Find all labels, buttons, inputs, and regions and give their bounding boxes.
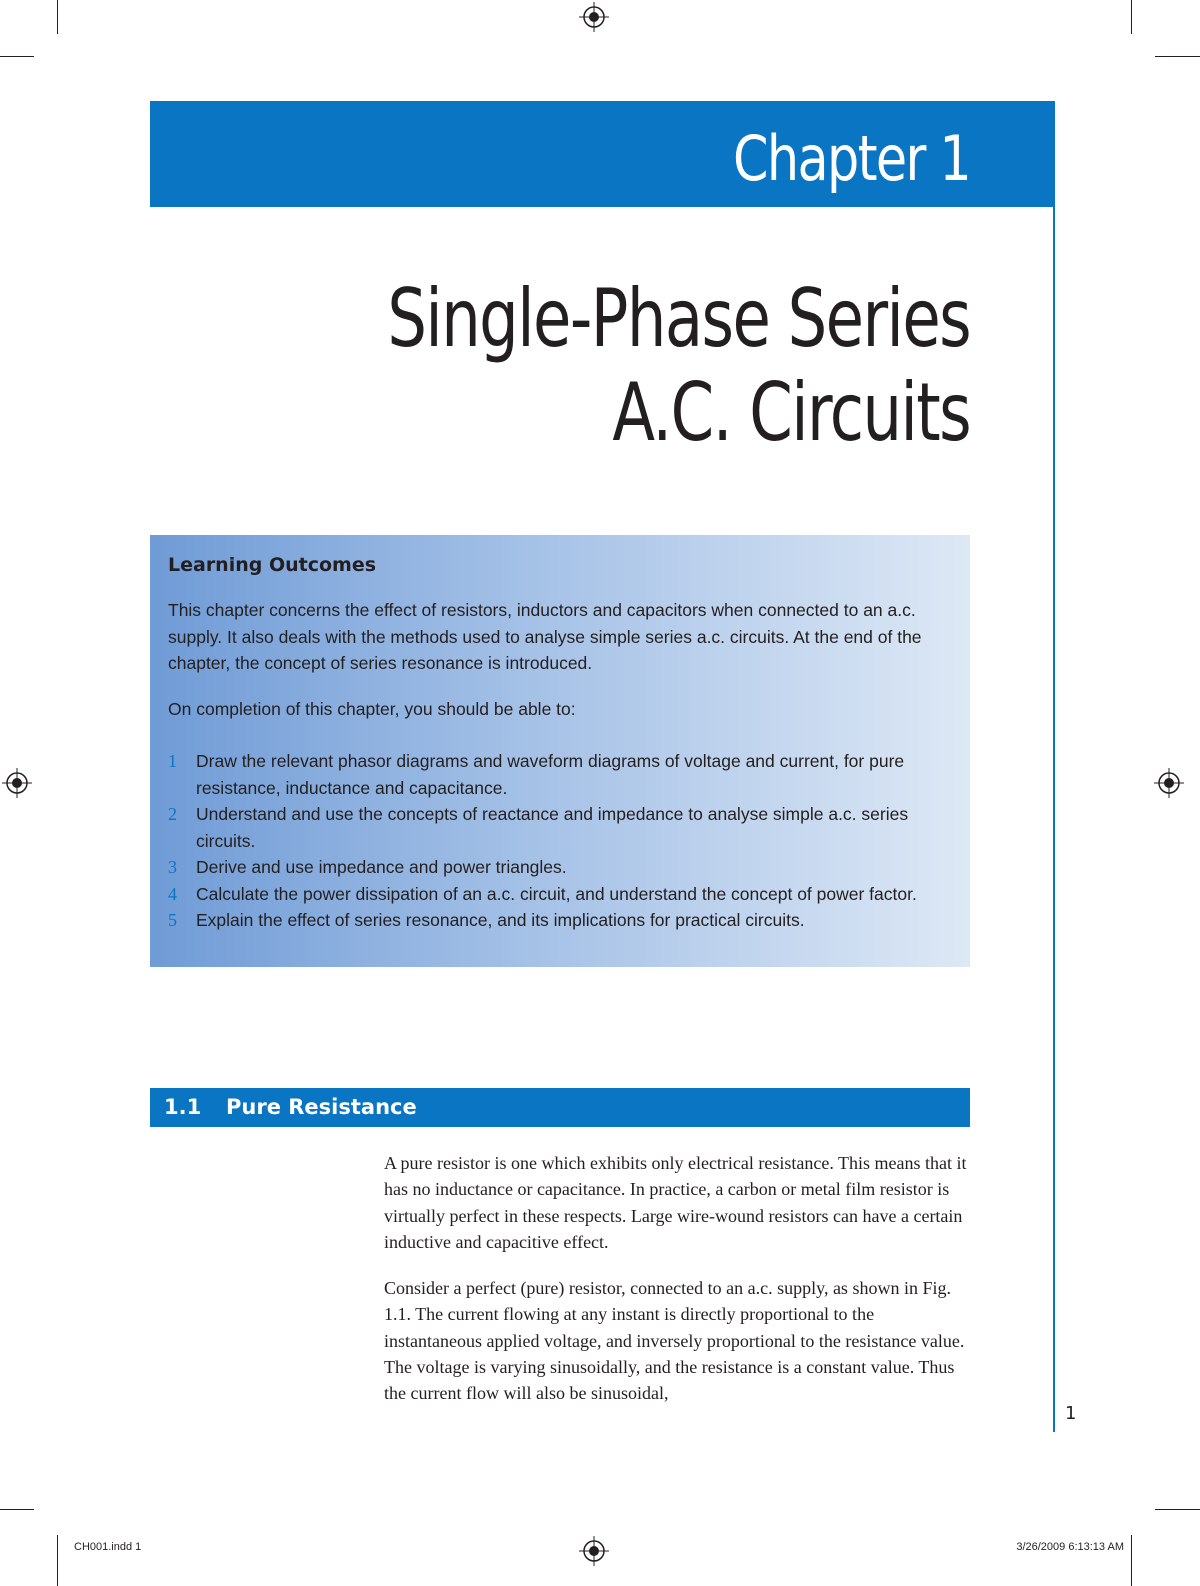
learning-outcomes-intro: This chapter concerns the effect of resistors, inductors and capacitors when connected to an a.c. supply. It also deals with the methods used to analyse simple series a.c. circuits. At the end of the chapter, the concept of series resonance is introduced. <box>168 600 922 673</box>
learning-outcomes-list <box>168 748 946 934</box>
crop-mark <box>57 1535 58 1586</box>
registration-mark-icon <box>0 766 34 800</box>
list-item-text: Understand and use the concepts of reactance and impedance to analyse simple a.c. series circuits. <box>196 804 909 851</box>
crop-mark <box>1131 1535 1132 1586</box>
section-number: 1.1 <box>164 1095 202 1119</box>
page-number: 1 <box>1065 1403 1077 1424</box>
list-item <box>168 748 946 801</box>
list-item-number: 3 <box>168 857 177 877</box>
list-item-number: 4 <box>168 883 177 904</box>
registration-mark-icon <box>577 0 611 34</box>
list-item-number: 2 <box>168 804 177 824</box>
slug-filename: CH001.indd 1 <box>74 1541 142 1553</box>
list-item <box>168 854 946 881</box>
section-title: Pure Resistance <box>226 1095 417 1119</box>
list-item-number: 5 <box>168 910 177 930</box>
learning-outcomes-lead: On completion of this chapter, you should be able to: <box>168 698 576 719</box>
chapter-title-line: A.C. Circuits <box>612 366 970 459</box>
crop-mark <box>0 1509 34 1510</box>
list-item <box>168 907 946 934</box>
chapter-header-band <box>150 101 1055 207</box>
body-paragraph: Consider a perfect (pure) resistor, connected to an a.c. supply, as shown in Fig. 1.1. The current flowing at any instant is directly proportional to the instantaneous applied voltage, and inversely proportional to the resistance value. The voltage is varying sinusoidally, and the resistance is a constant value. Thus the current flow will also be sinusoidal, <box>384 1278 965 1404</box>
body-paragraph: A pure resistor is one which exhibits only electrical resistance. This means that it has no inductance or capacitance. In practice, a carbon or metal film resistor is virtually perfect in these respects. Large wire-wound resistors can have a certain inductive and capacitive effect. <box>384 1153 967 1252</box>
crop-mark <box>1155 1509 1200 1510</box>
crop-mark <box>1131 0 1132 34</box>
crop-mark <box>0 56 34 57</box>
chapter-label: Chapter 1 <box>732 122 970 195</box>
list-item-text: Draw the relevant phasor diagrams and waveform diagrams of voltage and current, for pure resistance, inductance and capacitance. <box>196 751 905 798</box>
registration-mark-icon <box>1152 766 1186 800</box>
learning-outcomes-heading: Learning Outcomes <box>168 554 377 576</box>
slug-timestamp: 3/26/2009 6:13:13 AM <box>1016 1541 1124 1553</box>
learning-outcomes-box <box>150 535 970 967</box>
list-item <box>168 881 946 908</box>
list-item-text: Calculate the power dissipation of an a.c. circuit, and understand the concept of power factor. <box>196 883 917 904</box>
list-item <box>168 801 946 854</box>
margin-rule <box>1053 207 1055 1432</box>
list-item-number: 1 <box>168 751 177 771</box>
crop-mark <box>57 0 58 34</box>
chapter-title-line: Single-Phase Series <box>387 272 970 365</box>
registration-mark-icon <box>577 1534 611 1568</box>
crop-mark <box>1155 56 1200 57</box>
section-body <box>384 1150 974 1427</box>
list-item-text: Explain the effect of series resonance, and its implications for practical circuits. <box>196 910 805 930</box>
list-item-text: Derive and use impedance and power triangles. <box>196 857 567 877</box>
section-heading <box>150 1088 970 1127</box>
chapter-title <box>387 272 970 460</box>
